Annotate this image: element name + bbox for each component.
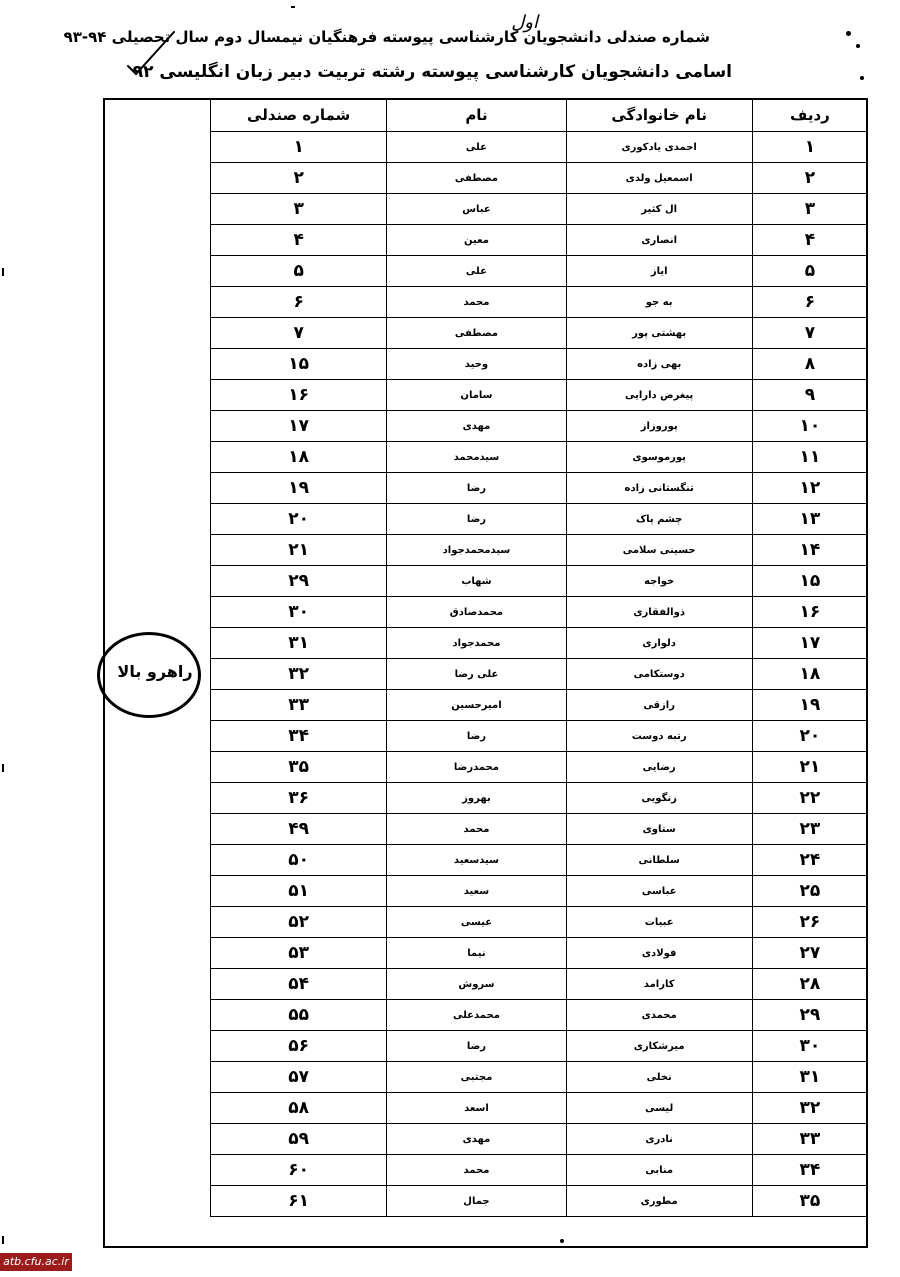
row-index: ۱۰ xyxy=(752,411,867,442)
row-family-name: ذوالفقاری xyxy=(566,597,752,628)
row-family-name: ایاز xyxy=(566,256,752,287)
document-header-line1 xyxy=(63,12,710,46)
row-seat-number: ۵ xyxy=(211,256,387,287)
row-seat-number: ۵۷ xyxy=(211,1062,387,1093)
row-first-name: محمد xyxy=(387,814,566,845)
row-index: ۵ xyxy=(752,256,867,287)
row-index: ۱۸ xyxy=(752,659,867,690)
row-index: ۲۲ xyxy=(752,783,867,814)
row-index: ۴ xyxy=(752,225,867,256)
row-seat-number: ۳۳ xyxy=(211,690,387,721)
row-first-name: عیسی xyxy=(387,907,566,938)
aisle-label: راهرو بالا xyxy=(117,662,193,681)
table-row xyxy=(211,566,868,597)
row-seat-number: ۶۰ xyxy=(211,1155,387,1186)
row-seat-number: ۱۵ xyxy=(211,349,387,380)
table-row xyxy=(211,907,868,938)
row-seat-number: ۵۱ xyxy=(211,876,387,907)
row-family-name: به جو xyxy=(566,287,752,318)
row-family-name: بهشتی پور xyxy=(566,318,752,349)
row-family-name: پیغرض دارایی xyxy=(566,380,752,411)
table-row xyxy=(211,969,868,1000)
table-row xyxy=(211,814,868,845)
document-title: اسامی دانشجویان کارشناسی پیوسته رشته تربیت دبیر زبان انگلیسی ۹۲ xyxy=(132,62,732,82)
scan-speck xyxy=(846,31,851,36)
header-seat-number: شماره صندلی xyxy=(211,99,387,132)
row-seat-number: ۱۶ xyxy=(211,380,387,411)
row-index: ۲۶ xyxy=(752,907,867,938)
row-index: ۱۳ xyxy=(752,504,867,535)
row-seat-number: ۵۵ xyxy=(211,1000,387,1031)
table-row xyxy=(211,721,868,752)
table-row xyxy=(211,876,868,907)
row-family-name: نخلی xyxy=(566,1062,752,1093)
row-family-name: دوستکامی xyxy=(566,659,752,690)
row-first-name: محمدصادق xyxy=(387,597,566,628)
row-seat-number: ۳۵ xyxy=(211,752,387,783)
table-row xyxy=(211,1155,868,1186)
row-family-name: ال کثیر xyxy=(566,194,752,225)
table-row xyxy=(211,380,868,411)
row-family-name: رضایی xyxy=(566,752,752,783)
row-index: ۲۱ xyxy=(752,752,867,783)
row-first-name: محمد xyxy=(387,1155,566,1186)
row-index: ۱۴ xyxy=(752,535,867,566)
row-index: ۳۳ xyxy=(752,1124,867,1155)
row-family-name: منابی xyxy=(566,1155,752,1186)
row-index: ۳۲ xyxy=(752,1093,867,1124)
row-family-name: پورموسوی xyxy=(566,442,752,473)
row-index: ۲۴ xyxy=(752,845,867,876)
table-row xyxy=(211,938,868,969)
table-row xyxy=(211,752,868,783)
row-index: ۲۸ xyxy=(752,969,867,1000)
row-first-name: جمال xyxy=(387,1186,566,1217)
table-row xyxy=(211,411,868,442)
table-row xyxy=(211,597,868,628)
table-row xyxy=(211,132,868,163)
table-row xyxy=(211,287,868,318)
header-first-name: نام xyxy=(387,99,566,132)
table-header-row xyxy=(211,99,868,132)
table-row xyxy=(211,442,868,473)
row-first-name: محمدجواد xyxy=(387,628,566,659)
row-family-name: اسمعیل ولدی xyxy=(566,163,752,194)
row-first-name: رضا xyxy=(387,1031,566,1062)
header-index: ردیف xyxy=(752,99,867,132)
row-family-name: رازقی xyxy=(566,690,752,721)
row-seat-number: ۴۹ xyxy=(211,814,387,845)
table-row xyxy=(211,194,868,225)
row-first-name: وحید xyxy=(387,349,566,380)
row-seat-number: ۲۰ xyxy=(211,504,387,535)
row-seat-number: ۵۲ xyxy=(211,907,387,938)
row-index: ۳۴ xyxy=(752,1155,867,1186)
row-family-name: بهی زاده xyxy=(566,349,752,380)
row-first-name: محمدرضا xyxy=(387,752,566,783)
row-first-name: رضا xyxy=(387,504,566,535)
table-row xyxy=(211,473,868,504)
row-index: ۳۰ xyxy=(752,1031,867,1062)
row-seat-number: ۳۱ xyxy=(211,628,387,659)
row-seat-number: ۲ xyxy=(211,163,387,194)
row-index: ۲۵ xyxy=(752,876,867,907)
row-seat-number: ۱۹ xyxy=(211,473,387,504)
row-seat-number: ۳ xyxy=(211,194,387,225)
row-index: ۲۹ xyxy=(752,1000,867,1031)
row-first-name: محمدعلی xyxy=(387,1000,566,1031)
row-first-name: معین xyxy=(387,225,566,256)
scan-mark xyxy=(2,268,4,276)
row-first-name: مصطفی xyxy=(387,318,566,349)
row-index: ۷ xyxy=(752,318,867,349)
row-first-name: سعید xyxy=(387,876,566,907)
row-first-name: رضا xyxy=(387,473,566,504)
scan-mark xyxy=(2,1236,4,1244)
table-row xyxy=(211,1000,868,1031)
table-row xyxy=(211,845,868,876)
row-family-name: ستاوی xyxy=(566,814,752,845)
table-row xyxy=(211,349,868,380)
table-row xyxy=(211,783,868,814)
scan-mark xyxy=(2,764,4,772)
row-seat-number: ۵۸ xyxy=(211,1093,387,1124)
header-line1-text: شماره صندلی دانشجویان کارشناسی پیوسته فرهنگیان نیمسال دوم سال تحصیلی ۹۴-۹۳ xyxy=(63,28,710,46)
row-seat-number: ۵۳ xyxy=(211,938,387,969)
row-first-name: عباس xyxy=(387,194,566,225)
table-row xyxy=(211,628,868,659)
row-index: ۹ xyxy=(752,380,867,411)
row-seat-number: ۲۹ xyxy=(211,566,387,597)
row-family-name: میرشکاری xyxy=(566,1031,752,1062)
table-row xyxy=(211,225,868,256)
table-row xyxy=(211,1186,868,1217)
row-family-name: دلواری xyxy=(566,628,752,659)
row-seat-number: ۳۰ xyxy=(211,597,387,628)
row-family-name: پوروزاز xyxy=(566,411,752,442)
row-first-name: محمد xyxy=(387,287,566,318)
row-family-name: احمدی یادکوری xyxy=(566,132,752,163)
row-first-name: علی xyxy=(387,132,566,163)
row-first-name: اسعد xyxy=(387,1093,566,1124)
row-first-name: مهدی xyxy=(387,1124,566,1155)
row-index: ۱۵ xyxy=(752,566,867,597)
row-seat-number: ۱۷ xyxy=(211,411,387,442)
row-first-name: سیدمحمد xyxy=(387,442,566,473)
table-row xyxy=(211,256,868,287)
row-first-name: نیما xyxy=(387,938,566,969)
row-index: ۱ xyxy=(752,132,867,163)
table-row xyxy=(211,1124,868,1155)
row-seat-number: ۳۴ xyxy=(211,721,387,752)
row-family-name: نادری xyxy=(566,1124,752,1155)
row-seat-number: ۳۲ xyxy=(211,659,387,690)
row-first-name: مجتبی xyxy=(387,1062,566,1093)
row-seat-number: ۶۱ xyxy=(211,1186,387,1217)
row-index: ۱۱ xyxy=(752,442,867,473)
scan-speck xyxy=(856,44,860,48)
row-family-name: مطوری xyxy=(566,1186,752,1217)
row-index: ۱۲ xyxy=(752,473,867,504)
row-first-name: رضا xyxy=(387,721,566,752)
site-watermark: atb.cfu.ac.ir xyxy=(0,1253,72,1271)
row-family-name: کارامد xyxy=(566,969,752,1000)
row-index: ۶ xyxy=(752,287,867,318)
row-first-name: مهدی xyxy=(387,411,566,442)
row-index: ۱۷ xyxy=(752,628,867,659)
row-family-name: حسینی سلامی xyxy=(566,535,752,566)
table-row xyxy=(211,163,868,194)
row-seat-number: ۴ xyxy=(211,225,387,256)
row-family-name: زنگویی xyxy=(566,783,752,814)
row-seat-number: ۵۶ xyxy=(211,1031,387,1062)
row-first-name: سیدمحمدجواد xyxy=(387,535,566,566)
row-index: ۱۹ xyxy=(752,690,867,721)
table-row xyxy=(211,659,868,690)
row-family-name: فولادی xyxy=(566,938,752,969)
row-seat-number: ۵۴ xyxy=(211,969,387,1000)
table-row xyxy=(211,504,868,535)
table-row xyxy=(211,1062,868,1093)
scan-speck xyxy=(860,76,864,80)
row-family-name: سلطانی xyxy=(566,845,752,876)
row-seat-number: ۳۶ xyxy=(211,783,387,814)
row-seat-number: ۶ xyxy=(211,287,387,318)
row-seat-number: ۱۸ xyxy=(211,442,387,473)
row-seat-number: ۵۹ xyxy=(211,1124,387,1155)
row-first-name: بهروز xyxy=(387,783,566,814)
table-row xyxy=(211,1093,868,1124)
table-row xyxy=(211,1031,868,1062)
row-index: ۳۱ xyxy=(752,1062,867,1093)
row-index: ۱۶ xyxy=(752,597,867,628)
row-family-name: تنگستانی زاده xyxy=(566,473,752,504)
row-first-name: شهاب xyxy=(387,566,566,597)
row-family-name: خواجه xyxy=(566,566,752,597)
row-index: ۳ xyxy=(752,194,867,225)
seating-table xyxy=(210,98,868,1217)
row-first-name: امیرحسین xyxy=(387,690,566,721)
row-family-name: لیسی xyxy=(566,1093,752,1124)
row-index: ۲۰ xyxy=(752,721,867,752)
row-seat-number: ۷ xyxy=(211,318,387,349)
row-seat-number: ۲۱ xyxy=(211,535,387,566)
header-family-name: نام خانوادگی xyxy=(566,99,752,132)
table-row xyxy=(211,690,868,721)
row-family-name: انصاری xyxy=(566,225,752,256)
row-index: ۲۷ xyxy=(752,938,867,969)
row-index: ۸ xyxy=(752,349,867,380)
table-row xyxy=(211,318,868,349)
handwritten-note: اول xyxy=(511,12,538,33)
row-first-name: علی رضا xyxy=(387,659,566,690)
row-first-name: سامان xyxy=(387,380,566,411)
row-family-name: رتبه دوست xyxy=(566,721,752,752)
table-row xyxy=(211,535,868,566)
row-first-name: سیدسعید xyxy=(387,845,566,876)
row-first-name: مصطفی xyxy=(387,163,566,194)
row-index: ۳۵ xyxy=(752,1186,867,1217)
row-family-name: محمدی xyxy=(566,1000,752,1031)
row-family-name: چشم پاک xyxy=(566,504,752,535)
row-family-name: عباسی xyxy=(566,876,752,907)
row-family-name: عبیات xyxy=(566,907,752,938)
scan-mark xyxy=(291,6,295,8)
row-index: ۲۳ xyxy=(752,814,867,845)
row-first-name: علی xyxy=(387,256,566,287)
row-seat-number: ۵۰ xyxy=(211,845,387,876)
row-seat-number: ۱ xyxy=(211,132,387,163)
row-index: ۲ xyxy=(752,163,867,194)
checkmark-icon xyxy=(122,28,178,80)
row-first-name: سروش xyxy=(387,969,566,1000)
